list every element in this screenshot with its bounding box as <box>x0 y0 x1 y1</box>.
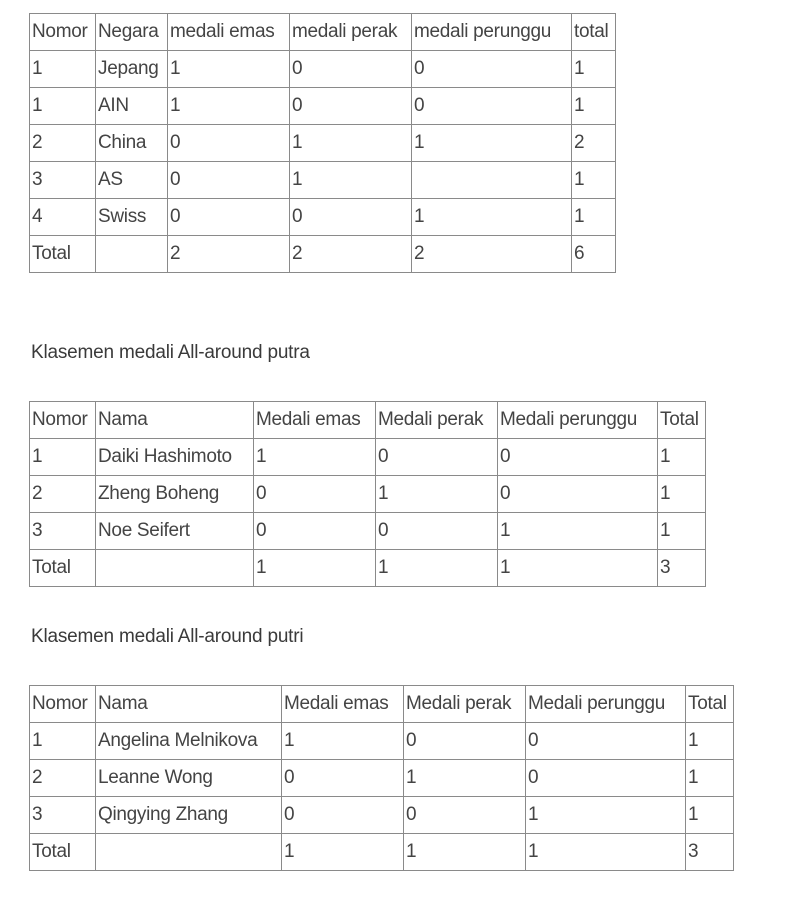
table-cell: 3 <box>30 797 96 834</box>
table-cell: 1 <box>376 550 498 587</box>
table-cell: 1 <box>658 439 706 476</box>
table-cell: 0 <box>168 162 290 199</box>
header-cell: Medali perunggu <box>526 686 686 723</box>
table-cell: 0 <box>254 513 376 550</box>
table-cell: 0 <box>282 760 404 797</box>
section-title-putra: Klasemen medali All-around putra <box>31 342 310 363</box>
table-cell: 1 <box>30 88 96 125</box>
table-cell <box>96 236 168 273</box>
table-cell: 1 <box>30 439 96 476</box>
table-cell: 1 <box>404 834 526 871</box>
header-cell: Nama <box>96 686 282 723</box>
header-cell: Medali emas <box>254 402 376 439</box>
table-cell: 1 <box>376 476 498 513</box>
table-cell: 0 <box>498 439 658 476</box>
table-cell: 1 <box>572 51 616 88</box>
table-row <box>30 88 616 125</box>
table-cell: 0 <box>168 199 290 236</box>
header-cell: Medali perak <box>404 686 526 723</box>
table-cell: 3 <box>686 834 734 871</box>
table-row <box>30 723 734 760</box>
table-total-row <box>30 550 706 587</box>
table-cell: 1 <box>498 513 658 550</box>
table-row <box>30 199 616 236</box>
table-cell <box>96 550 254 587</box>
table-cell: Total <box>30 236 96 273</box>
header-cell: medali emas <box>168 14 290 51</box>
table-row <box>30 760 734 797</box>
table-cell: 1 <box>30 51 96 88</box>
medal-table-overall <box>29 13 616 273</box>
header-cell: medali perunggu <box>412 14 572 51</box>
header-cell: Total <box>686 686 734 723</box>
table-cell: Noe Seifert <box>96 513 254 550</box>
table-cell <box>412 162 572 199</box>
table-cell: AIN <box>96 88 168 125</box>
table-cell: 1 <box>412 199 572 236</box>
header-cell: total <box>572 14 616 51</box>
table-cell: 1 <box>572 88 616 125</box>
table-cell: 1 <box>658 513 706 550</box>
table-header-row <box>30 402 706 439</box>
table-row <box>30 513 706 550</box>
header-cell: Total <box>658 402 706 439</box>
table-cell: 0 <box>526 760 686 797</box>
table-cell: 1 <box>290 162 412 199</box>
table-row <box>30 162 616 199</box>
table-cell: 0 <box>376 439 498 476</box>
table-cell: Qingying Zhang <box>96 797 282 834</box>
header-cell: Medali perak <box>376 402 498 439</box>
table-cell: 2 <box>572 125 616 162</box>
header-cell: Medali perunggu <box>498 402 658 439</box>
table-cell: Swiss <box>96 199 168 236</box>
table-cell: 0 <box>412 88 572 125</box>
table-cell: 3 <box>30 162 96 199</box>
table-cell: 1 <box>168 51 290 88</box>
table-cell: 2 <box>30 476 96 513</box>
header-cell: Nama <box>96 402 254 439</box>
table-cell: 0 <box>282 797 404 834</box>
table-cell: 0 <box>290 88 412 125</box>
header-cell: medali perak <box>290 14 412 51</box>
table-cell: 0 <box>376 513 498 550</box>
table-cell: 4 <box>30 199 96 236</box>
table-cell: Angelina Melnikova <box>96 723 282 760</box>
section-title-putri: Klasemen medali All-around putri <box>31 626 304 647</box>
header-cell: Nomor <box>30 14 96 51</box>
table-total-row <box>30 834 734 871</box>
table-cell: 1 <box>686 797 734 834</box>
table-cell: Total <box>30 550 96 587</box>
table-total-row <box>30 236 616 273</box>
table-cell: 0 <box>168 125 290 162</box>
table-cell <box>96 834 282 871</box>
table-cell: 0 <box>526 723 686 760</box>
table-cell: 1 <box>686 760 734 797</box>
header-cell: Negara <box>96 14 168 51</box>
table-row <box>30 439 706 476</box>
medal-table-putra <box>29 401 706 587</box>
table-cell: 1 <box>282 834 404 871</box>
table-row <box>30 797 734 834</box>
table-cell: Jepang <box>96 51 168 88</box>
table-cell: 2 <box>30 125 96 162</box>
table-cell: 1 <box>572 199 616 236</box>
table-cell: 0 <box>412 51 572 88</box>
table-cell: Daiki Hashimoto <box>96 439 254 476</box>
table-cell: 1 <box>254 550 376 587</box>
table-cell: 1 <box>526 834 686 871</box>
table-header-row <box>30 686 734 723</box>
table-cell: 2 <box>168 236 290 273</box>
table-cell: 0 <box>404 797 526 834</box>
table-cell: 0 <box>498 476 658 513</box>
table-row <box>30 51 616 88</box>
table-cell: 2 <box>30 760 96 797</box>
table-cell: Leanne Wong <box>96 760 282 797</box>
table-cell: 0 <box>254 476 376 513</box>
table-cell: 0 <box>290 199 412 236</box>
table-cell: 1 <box>168 88 290 125</box>
table-cell: 1 <box>686 723 734 760</box>
table-cell: 1 <box>658 476 706 513</box>
table-cell: 1 <box>498 550 658 587</box>
table-cell: 1 <box>404 760 526 797</box>
table-cell: Total <box>30 834 96 871</box>
table-cell: 1 <box>254 439 376 476</box>
table-cell: 2 <box>290 236 412 273</box>
header-cell: Medali emas <box>282 686 404 723</box>
table-cell: China <box>96 125 168 162</box>
table-cell: 0 <box>290 51 412 88</box>
table-cell: 6 <box>572 236 616 273</box>
table-cell: 1 <box>412 125 572 162</box>
table-cell: 1 <box>30 723 96 760</box>
header-cell: Nomor <box>30 686 96 723</box>
table-header-row <box>30 14 616 51</box>
table-cell: 2 <box>412 236 572 273</box>
table-cell: 0 <box>404 723 526 760</box>
table-cell: 1 <box>526 797 686 834</box>
header-cell: Nomor <box>30 402 96 439</box>
table-cell: AS <box>96 162 168 199</box>
table-cell: 1 <box>282 723 404 760</box>
table-cell: 3 <box>658 550 706 587</box>
table-cell: 1 <box>290 125 412 162</box>
medal-table-putri <box>29 685 734 871</box>
table-cell: 1 <box>572 162 616 199</box>
table-cell: Zheng Boheng <box>96 476 254 513</box>
table-row <box>30 125 616 162</box>
table-cell: 3 <box>30 513 96 550</box>
table-row <box>30 476 706 513</box>
